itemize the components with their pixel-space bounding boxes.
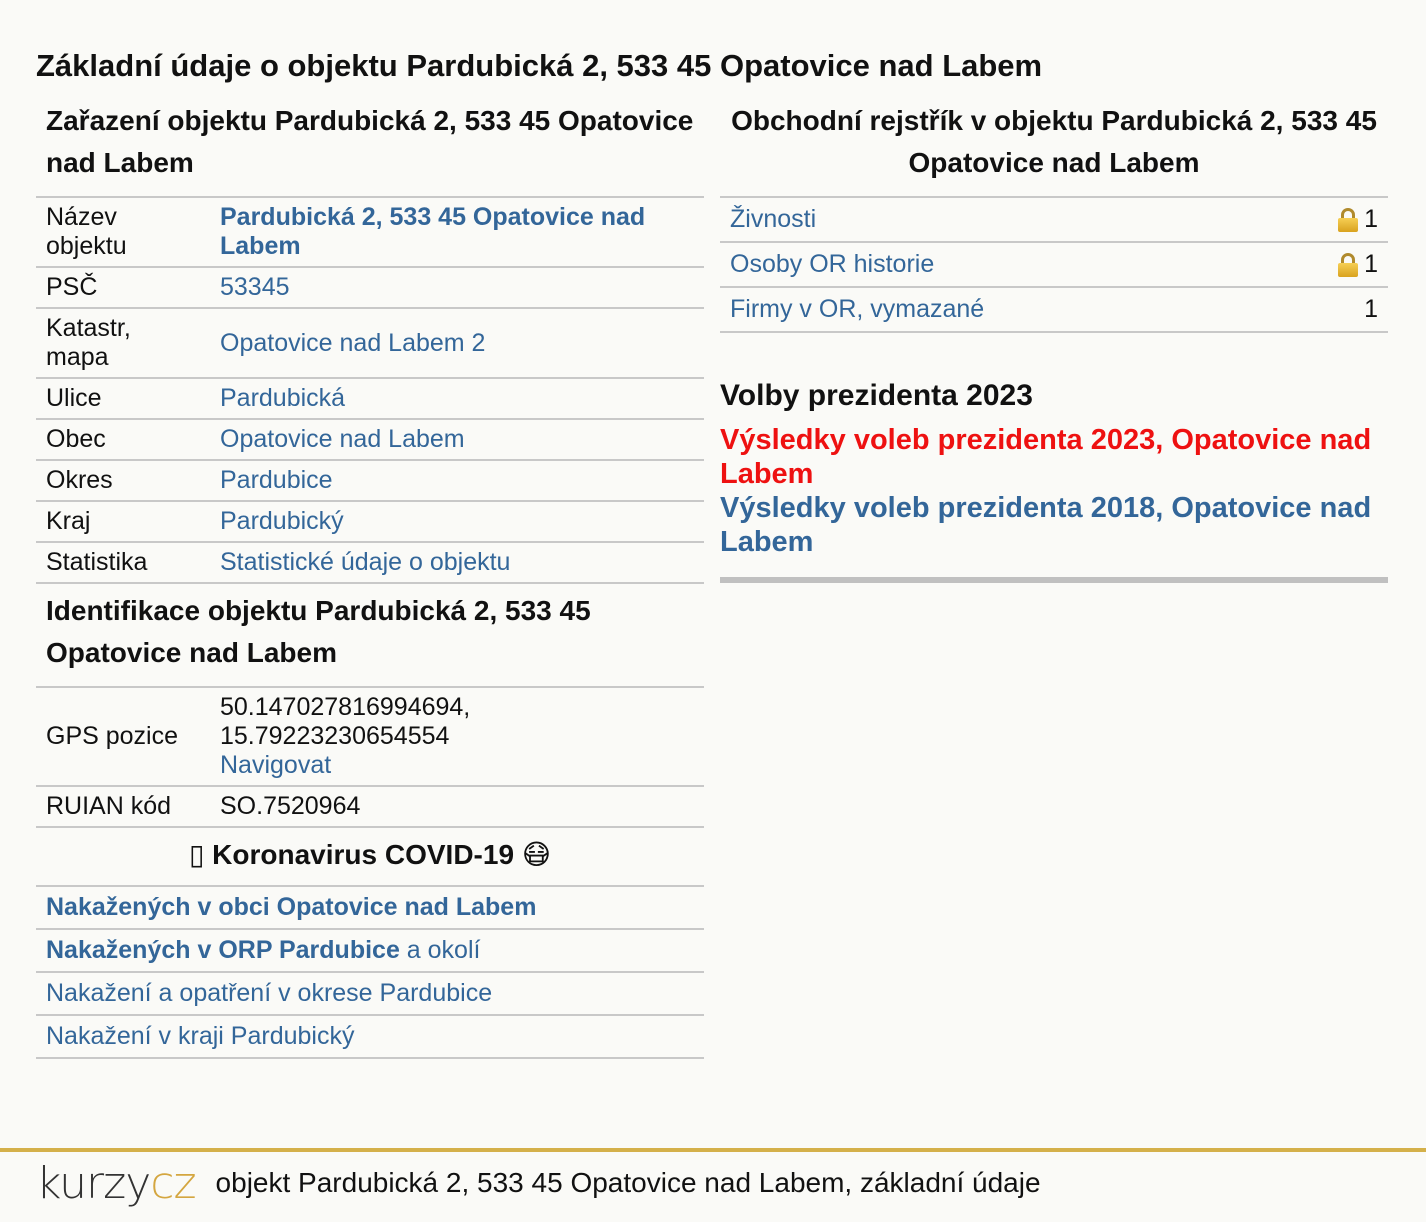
firmy-or-count: 1 [1364,295,1378,323]
list-item [720,243,1388,288]
zivnosti-count: 1 [1364,205,1378,233]
volby-2023-link[interactable]: Výsledky voleb prezidenta 2023, Opatovice nad Labem [720,424,1372,490]
table-row [36,688,704,786]
table-row [36,308,704,378]
identifikace-table [36,688,704,828]
covid-heading [36,828,704,887]
ulice-link[interactable]: Pardubická [220,384,346,412]
list-item [36,930,704,973]
footer-divider [0,1148,1426,1152]
kurzy-logo[interactable] [36,1158,196,1209]
right-column [720,100,1388,583]
row-key: Katastr, mapa [36,308,210,378]
table-row [36,460,704,501]
lock-icon [1338,208,1358,232]
gps-lon: 15.79223230654554 [220,722,450,750]
row-key: Okres [36,460,210,501]
identifikace-heading: Identifikace objektu Pardubická 2, 533 45 Opatovice nad Labem [36,584,704,688]
face-mask-icon: 😷 [521,839,552,870]
gps-value [210,688,704,786]
list-item [720,288,1388,333]
osoby-or-count: 1 [1364,250,1378,278]
covid-orp-rest: a okolí [399,936,481,964]
row-key: Název objektu [36,198,210,267]
gps-lat: 50.147027816994694, [220,693,471,721]
covid-obec-link[interactable]: Nakažených v obci Opatovice nad Labem [46,893,537,921]
logo-part1: kurzy [36,1157,151,1209]
row-key: Statistika [36,542,210,583]
row-key: Ulice [36,378,210,419]
logo-part2: cz [150,1157,196,1209]
page-title: Základní údaje o objektu Pardubická 2, 533 45 Opatovice nad Labem [36,48,1043,83]
row-key: PSČ [36,267,210,308]
volby-heading: Volby prezidenta 2023 [720,379,1033,412]
katastr-link[interactable]: Opatovice nad Labem 2 [220,328,486,357]
zarazeni-heading: Zařazení objektu Pardubická 2, 533 45 Opatovice nad Labem [36,100,704,198]
object-name-link[interactable]: Pardubická 2, 533 45 Opatovice nad Labem [220,203,646,260]
row-key: Kraj [36,501,210,542]
kraj-link[interactable]: Pardubický [220,507,344,535]
volby-2018-link[interactable]: Výsledky voleb prezidenta 2018, Opatovice nad Labem [720,492,1372,558]
list-item [36,887,704,930]
table-row [36,501,704,542]
footer [36,1158,1041,1208]
firmy-or-link[interactable]: Firmy v OR, vymazané [730,295,985,323]
osoby-or-link[interactable]: Osoby OR historie [730,250,935,278]
navigate-link[interactable]: Navigovat [220,751,332,779]
gps-label: GPS pozice [36,688,210,786]
covid-heading-text: Koronavirus COVID-19 [212,839,515,870]
list-item [36,1016,704,1059]
table-row [36,542,704,583]
table-row [36,198,704,267]
covid-okres-link[interactable]: Nakažení a opatření v okrese Pardubice [46,979,493,1007]
box-icon: ▯ [188,839,205,870]
covid-orp-bold: Nakažených v ORP Pardubice [46,936,400,964]
list-item [720,198,1388,243]
list-item [36,973,704,1016]
divider [720,577,1388,583]
table-row [36,267,704,308]
table-row [36,378,704,419]
or-heading: Obchodní rejstřík v objektu Pardubická 2, 533 45 Opatovice nad Labem [720,100,1388,198]
okres-link[interactable]: Pardubice [220,466,333,494]
footer-text: objekt Pardubická 2, 533 45 Opatovice nad Labem, základní údaje [215,1167,1041,1198]
statistika-link[interactable]: Statistické údaje o objektu [220,548,511,576]
zarazeni-table [36,198,704,584]
covid-kraj-link[interactable]: Nakažení v kraji Pardubický [46,1022,355,1050]
obec-link[interactable]: Opatovice nad Labem [220,425,465,453]
row-key: Obec [36,419,210,460]
covid-orp-link[interactable] [46,936,480,965]
ruian-value: SO.7520964 [210,786,704,827]
psc-link[interactable]: 53345 [220,273,290,301]
zivnosti-link[interactable]: Živnosti [730,205,817,233]
table-row [36,786,704,827]
table-row [36,419,704,460]
ruian-label: RUIAN kód [36,786,210,827]
lock-icon [1338,253,1358,277]
left-column [36,100,704,1059]
